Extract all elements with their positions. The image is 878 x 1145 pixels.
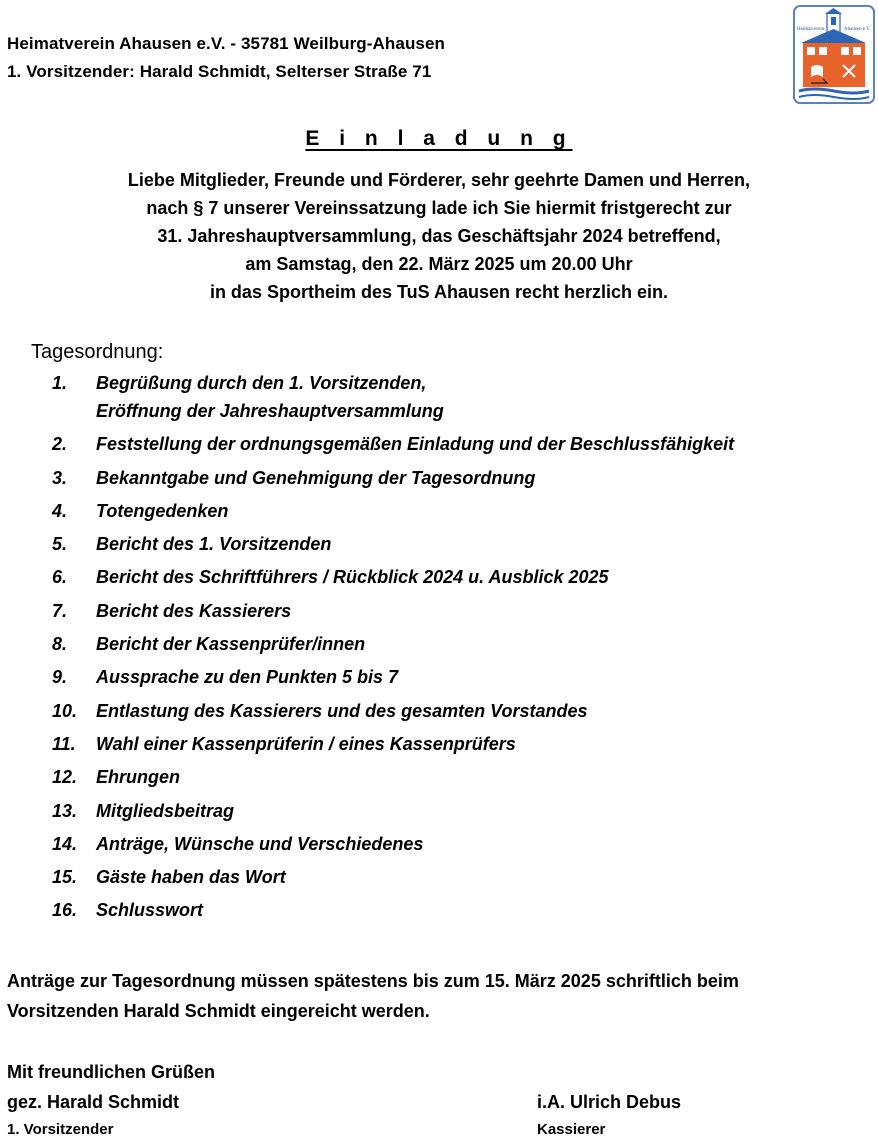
agenda-item	[52, 563, 734, 591]
agenda-item	[52, 896, 734, 924]
agenda-item-text: Entlastung des Kassierers und des gesamten Vorstandes	[96, 700, 588, 721]
agenda-item	[52, 430, 734, 458]
signature-chairman-role: 1. Vorsitzender	[7, 1121, 114, 1138]
agenda-item-number: 16.	[52, 900, 78, 921]
closing-greeting: Mit freundlichen Grüßen	[7, 1062, 216, 1082]
agenda-item-number: 9.	[52, 667, 68, 688]
agenda-item-number: 2.	[52, 434, 68, 455]
agenda-item-text: Bericht des Kassierers	[96, 600, 292, 621]
notice-line: Vorsitzenden Harald Schmidt eingereicht werden.	[7, 1001, 430, 1021]
association-logo	[793, 5, 875, 104]
agenda-item	[52, 630, 734, 658]
agenda-item-number: 3.	[52, 467, 68, 488]
agenda-item-text: Mitgliedsbeitrag	[96, 800, 235, 821]
intro-line: Liebe Mitglieder, Freunde und Förderer, sehr geehrte Damen und Herren,	[127, 170, 751, 190]
agenda-item-text: Wahl einer Kassenprüferin / eines Kassenprüfers	[96, 733, 516, 754]
agenda-item	[52, 464, 734, 492]
agenda-item	[52, 497, 734, 525]
agenda-item-text: Feststellung der ordnungsgemäßen Einladung und der Beschlussfähigkeit	[96, 434, 735, 455]
letterhead-association: Heimatverein Ahausen e.V. - 35781 Weilburg-Ahausen	[7, 34, 446, 53]
agenda-item	[52, 730, 734, 758]
agenda-item-text: Bericht des 1. Vorsitzenden	[96, 534, 332, 555]
agenda-item-text: Aussprache zu den Punkten 5 bis 7	[96, 667, 399, 688]
notice-line: Anträge zur Tagesordnung müssen spätestens bis zum 15. März 2025 schriftlich beim	[7, 971, 739, 991]
agenda-item-number: 7.	[52, 600, 68, 621]
agenda-item-text: Bekanntgabe und Genehmigung der Tagesordnung	[96, 467, 536, 488]
agenda-item-text: Gäste haben das Wort	[96, 867, 286, 888]
agenda-item-number: 10.	[52, 700, 78, 721]
motions-deadline-notice	[7, 966, 867, 1026]
agenda-item-text: Schlusswort	[96, 900, 204, 921]
agenda-item	[52, 830, 734, 858]
agenda-item-number: 15.	[52, 867, 78, 888]
agenda-item-text: Anträge, Wünsche und Verschiedenes	[96, 833, 424, 854]
agenda-item-text: Bericht des Schriftführers / Rückblick 2024 u. Ausblick 2025	[96, 567, 609, 588]
agenda-item	[52, 763, 734, 791]
letterhead-chairman: 1. Vorsitzender: Harald Schmidt, Selterser Straße 71	[7, 62, 432, 81]
agenda-item	[52, 597, 734, 625]
signature-treasurer-role: Kassierer	[537, 1121, 606, 1138]
intro-line: 31. Jahreshauptversammlung, das Geschäftsjahr 2024 betreffend,	[157, 226, 721, 246]
intro-line: am Samstag, den 22. März 2025 um 20.00 Uhr	[245, 254, 633, 274]
letterhead	[7, 30, 445, 86]
agenda-item-number: 11.	[52, 733, 76, 754]
agenda-item	[52, 863, 734, 891]
agenda-item-number: 13.	[52, 800, 78, 821]
signature-treasurer-name: i.A. Ulrich Debus	[537, 1092, 682, 1112]
agenda-item-number: 14.	[52, 833, 78, 854]
intro-line: in das Sportheim des TuS Ahausen recht herzlich ein.	[209, 282, 669, 302]
agenda-item-number: 4.	[52, 500, 68, 521]
agenda-item-number: 1.	[52, 373, 68, 393]
invitation-intro	[0, 166, 878, 306]
agenda-heading: Tagesordnung:	[31, 341, 164, 363]
intro-line: nach § 7 unserer Vereinssatzung lade ich Sie hiermit fristgerecht zur	[146, 198, 732, 218]
agenda-item	[52, 697, 734, 725]
logo-text-left: Heimatverein	[797, 27, 825, 32]
agenda-item	[52, 530, 734, 558]
agenda-list	[52, 369, 734, 930]
agenda-item-text: Ehrungen	[96, 767, 180, 788]
agenda-item-number: 12.	[52, 767, 78, 788]
agenda-item	[52, 797, 734, 825]
agenda-item-number: 5.	[52, 534, 68, 555]
document-title: E i n l a d u n g	[305, 127, 573, 150]
agenda-item-number: 6.	[52, 567, 68, 588]
agenda-item-text: Begrüßung durch den 1. Vorsitzenden, Eröffnung der Jahreshauptversammlung	[96, 373, 444, 421]
agenda-item-text: Totengedenken	[96, 500, 229, 521]
agenda-item-number: 8.	[52, 634, 68, 655]
agenda-item	[52, 369, 734, 425]
signature-chairman-name: gez. Harald Schmidt	[7, 1092, 180, 1112]
logo-text-right: Ahausen e.V.	[844, 27, 871, 32]
agenda-item-text: Bericht der Kassenprüfer/innen	[96, 634, 366, 655]
agenda-item	[52, 663, 734, 691]
